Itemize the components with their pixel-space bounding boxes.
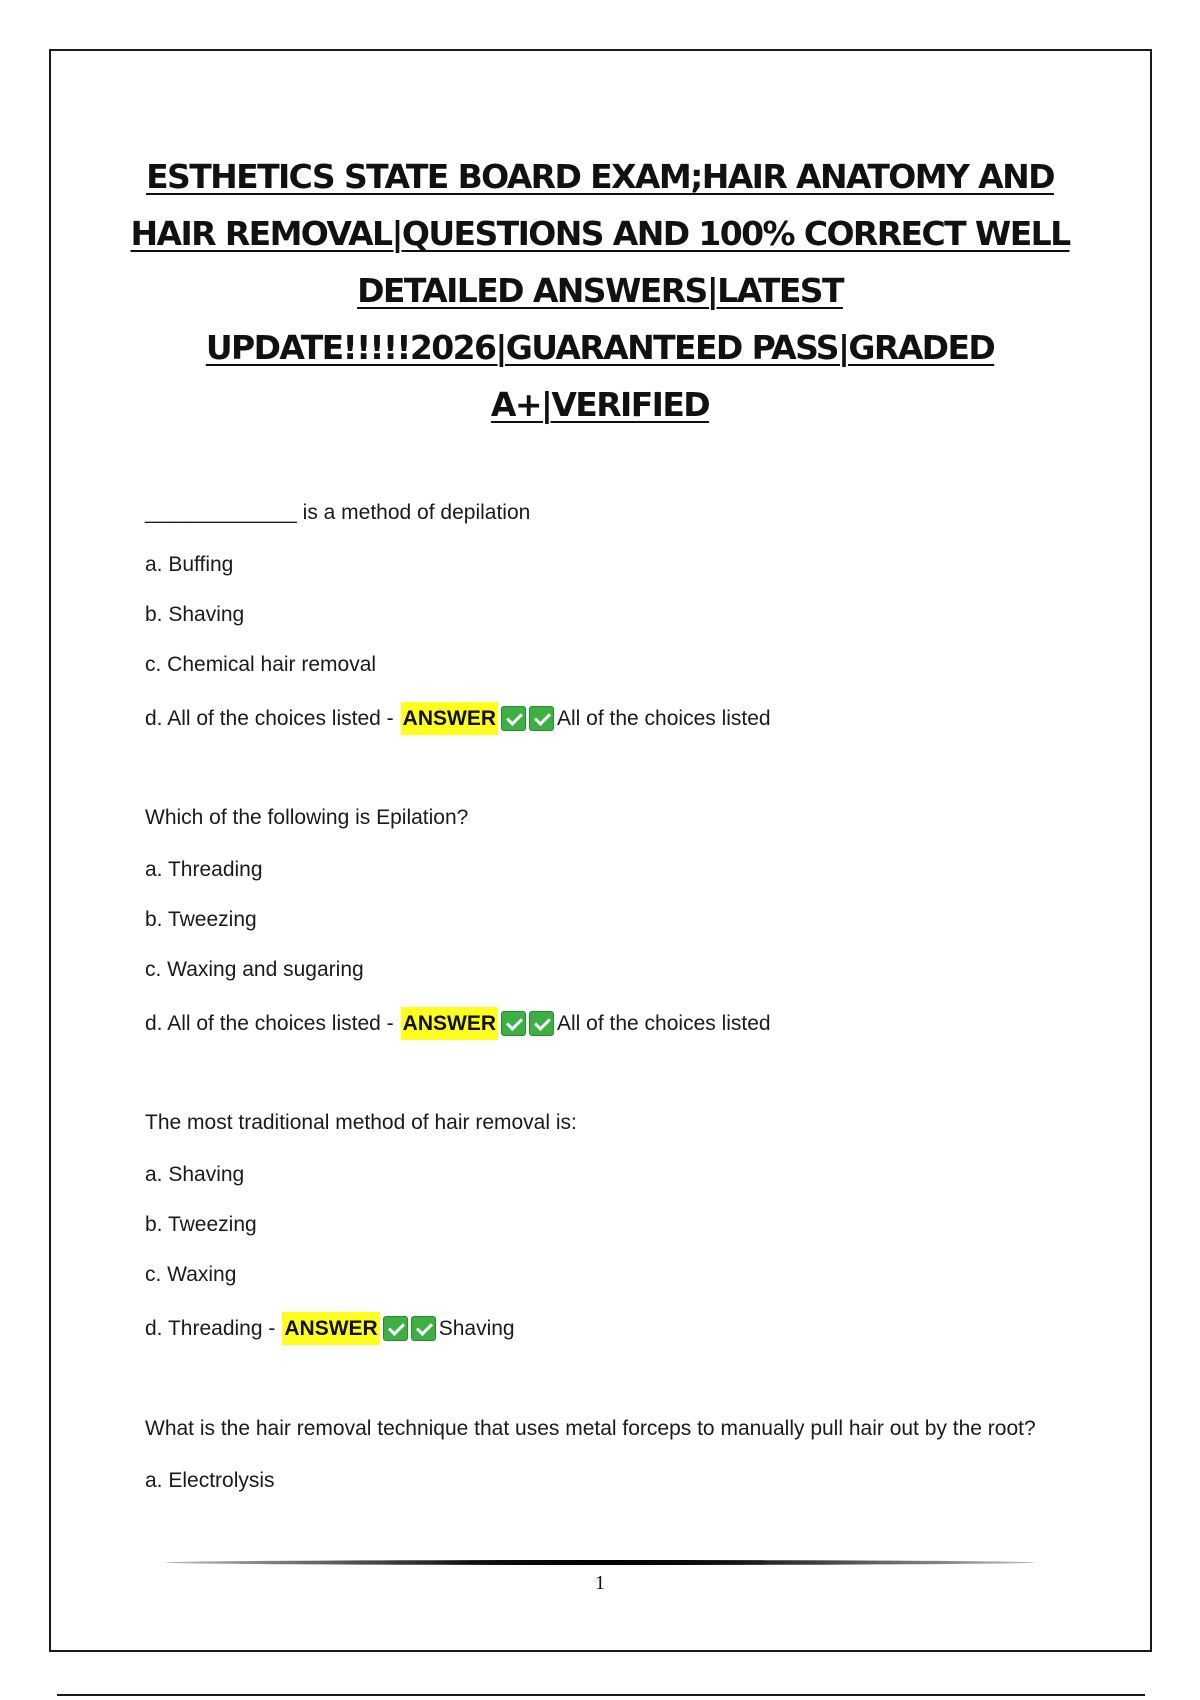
correct-answer: All of the choices listed [557,706,771,730]
answer-label: ANSWER [401,1007,498,1040]
question-stem: What is the hair removal technique that uses metal forceps to manually pull hair out by the root? [145,1417,1036,1440]
answer-line [145,1007,1065,1040]
option-b: b. Tweezing [145,1213,257,1236]
green-check-icon [529,1011,554,1036]
green-check-icon [501,706,526,731]
option-a: a. Shaving [145,1163,245,1186]
document-title: ESTHETICS STATE BOARD EXAM;HAIR ANATOMY AND HAIR REMOVAL|QUESTIONS AND 100% CORRECT WELL DETAILED ANSWERS|LATEST UPDATE!!!!!2026|GUARANTEED PASS|GRADED A+|VERIFIED [130,157,1070,424]
question-stem: The most traditional method of hair removal is: [145,1111,577,1134]
question-block [145,1412,1065,1496]
green-check-icon [383,1316,408,1341]
green-check-icon [501,1011,526,1036]
option-b: b. Shaving [145,603,245,626]
bottom-divider [57,1694,1145,1696]
question-block [145,801,1065,1040]
answer-label: ANSWER [282,1312,379,1345]
green-check-icon [529,706,554,731]
question-block [145,496,1065,735]
option-a: a. Threading [145,858,263,881]
correct-answer: Shaving [438,1316,515,1340]
option-d: d. All of the choices listed [145,706,381,730]
question-stem: Which of the following is Epilation? [145,806,469,829]
correct-answer: All of the choices listed [557,1011,771,1035]
answer-separator: - [386,1011,394,1035]
option-a: a. Electrolysis [145,1469,275,1492]
answer-separator: - [386,706,394,730]
option-d: d. All of the choices listed [145,1011,381,1035]
answer-label: ANSWER [401,702,498,735]
answer-separator: - [268,1316,276,1340]
answer-line [145,702,1065,735]
option-c: c. Waxing [145,1263,237,1286]
option-c: c. Chemical hair removal [145,653,377,676]
question-block [145,1106,1065,1345]
footer-divider [165,1560,1035,1565]
option-b: b. Tweezing [145,908,257,931]
page-number: 1 [595,1572,605,1594]
green-check-icon [411,1316,436,1341]
option-d: d. Threading [145,1316,263,1340]
question-stem: _____________ is a method of depilation [145,501,531,524]
answer-line [145,1312,1065,1345]
option-c: c. Waxing and sugaring [145,958,364,981]
option-a: a. Buffing [145,553,234,576]
